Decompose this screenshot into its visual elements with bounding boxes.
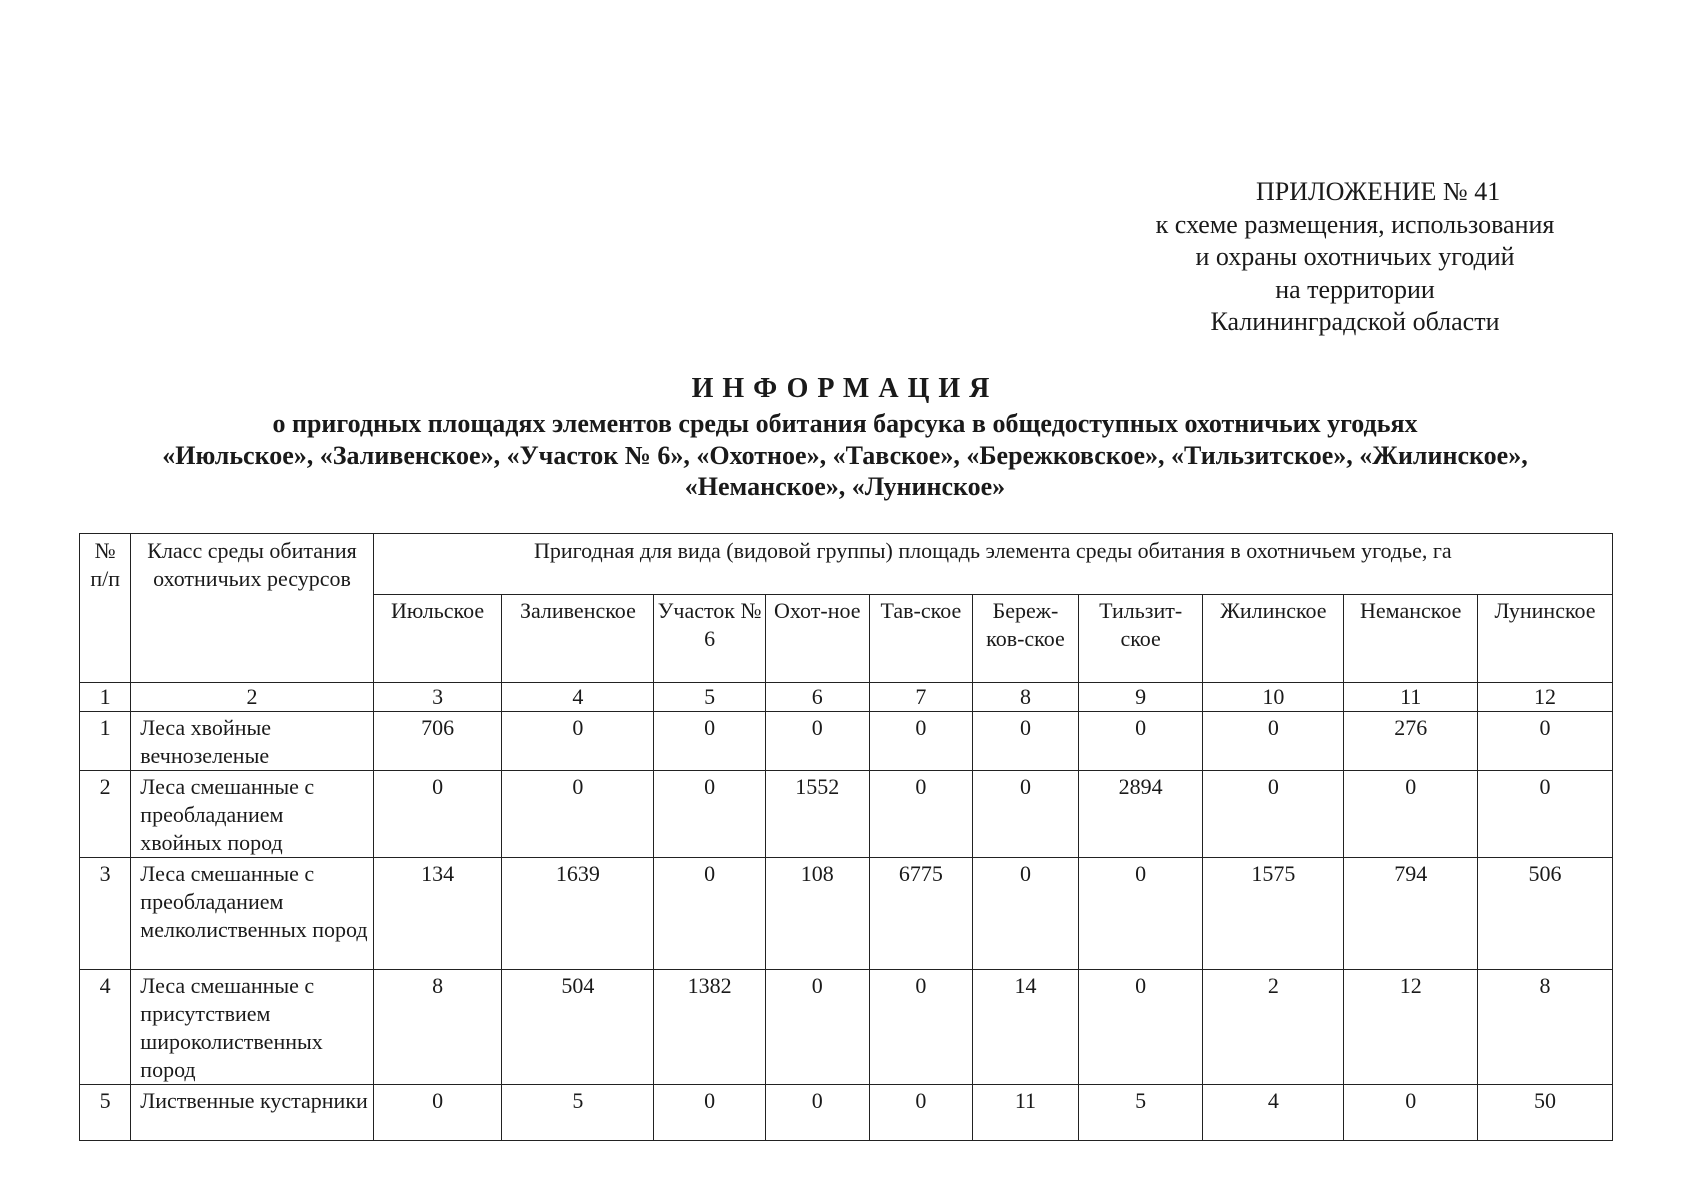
appendix-block: [1150, 176, 1560, 339]
area-value: 1575: [1203, 858, 1344, 970]
column-header-area: Лунинское: [1478, 595, 1613, 683]
column-header-area: Тав-ское: [869, 595, 973, 683]
table-row: [80, 771, 1613, 858]
habitat-class-name: Леса смешанные с присутствием широколиственных пород: [131, 970, 373, 1085]
area-value: 0: [973, 771, 1079, 858]
area-value: 0: [654, 712, 766, 771]
column-header-area: Заливенское: [502, 595, 654, 683]
area-value: 0: [765, 970, 869, 1085]
area-value: 0: [1478, 712, 1613, 771]
table-row: [80, 858, 1613, 970]
area-value: 2: [1203, 970, 1344, 1085]
area-value: 0: [1078, 970, 1203, 1085]
area-value: 0: [1203, 712, 1344, 771]
area-value: 0: [869, 970, 973, 1085]
area-value: 0: [1344, 1085, 1478, 1141]
area-value: 0: [973, 712, 1079, 771]
area-value: 0: [654, 771, 766, 858]
row-number: 1: [80, 712, 131, 771]
appendix-line: к схеме размещения, использования: [1155, 209, 1555, 239]
table-row: [80, 970, 1613, 1085]
appendix-line: Калининградской области: [1210, 307, 1500, 336]
column-index: 7: [869, 683, 973, 712]
habitat-area-table: [79, 533, 1613, 1141]
area-value: 0: [973, 858, 1079, 970]
heading-line: «Неманское», «Лунинское»: [684, 472, 1006, 501]
row-number: 3: [80, 858, 131, 970]
area-value: 506: [1478, 858, 1613, 970]
area-value: 0: [765, 712, 869, 771]
habitat-class-name: Леса смешанные с преобладанием хвойных пород: [131, 771, 373, 858]
column-index-row: [80, 683, 1613, 712]
area-value: 4: [1203, 1085, 1344, 1141]
area-value: 0: [1203, 771, 1344, 858]
area-value: 1552: [765, 771, 869, 858]
area-value: 5: [502, 1085, 654, 1141]
area-value: 0: [765, 1085, 869, 1141]
area-value: 1639: [502, 858, 654, 970]
column-header-area: Охот-ное: [765, 595, 869, 683]
column-header-area: Неманское: [1344, 595, 1478, 683]
area-value: 0: [373, 1085, 502, 1141]
column-header-number: № п/п: [80, 534, 131, 683]
column-header-group: Пригодная для вида (видовой группы) площадь элемента среды обитания в охотничьем угодье, га: [373, 534, 1612, 595]
column-index: 1: [80, 683, 131, 712]
column-index: 5: [654, 683, 766, 712]
area-value: 11: [973, 1085, 1079, 1141]
document-title: ИНФОРМАЦИЯ: [691, 373, 999, 404]
area-value: 2894: [1078, 771, 1203, 858]
table-row: [80, 712, 1613, 771]
area-value: 0: [502, 712, 654, 771]
area-value: 276: [1344, 712, 1478, 771]
table-row: [80, 1085, 1613, 1141]
area-value: 50: [1478, 1085, 1613, 1141]
heading-line: «Июльское», «Заливенское», «Участок № 6», «Охотное», «Тавское», «Бережковское», «Тильзитское», «Жилинское»,: [162, 440, 1528, 470]
area-value: 0: [1344, 771, 1478, 858]
area-value: 0: [869, 1085, 973, 1141]
document-heading: [60, 372, 1630, 503]
area-value: 794: [1344, 858, 1478, 970]
column-index: 9: [1078, 683, 1203, 712]
row-number: 2: [80, 771, 131, 858]
column-index: 12: [1478, 683, 1613, 712]
area-value: 8: [373, 970, 502, 1085]
area-value: 5: [1078, 1085, 1203, 1141]
area-value: 0: [869, 712, 973, 771]
row-number: 5: [80, 1085, 131, 1141]
column-index: 6: [765, 683, 869, 712]
area-value: 0: [373, 771, 502, 858]
area-value: 14: [973, 970, 1079, 1085]
area-value: 0: [1478, 771, 1613, 858]
column-index: 2: [131, 683, 373, 712]
area-value: 6775: [869, 858, 973, 970]
area-value: 0: [654, 1085, 766, 1141]
area-value: 0: [654, 858, 766, 970]
area-value: 8: [1478, 970, 1613, 1085]
appendix-title: ПРИЛОЖЕНИЕ № 41: [1256, 177, 1501, 206]
row-number: 4: [80, 970, 131, 1085]
habitat-class-name: Леса хвойные вечнозеленые: [131, 712, 373, 771]
column-header-area: Жилинское: [1203, 595, 1344, 683]
area-value: 12: [1344, 970, 1478, 1085]
area-value: 504: [502, 970, 654, 1085]
appendix-line: и охраны охотничьих угодий: [1195, 242, 1515, 271]
column-index: 11: [1344, 683, 1478, 712]
column-index: 10: [1203, 683, 1344, 712]
area-value: 0: [1078, 858, 1203, 970]
area-value: 706: [373, 712, 502, 771]
column-index: 4: [502, 683, 654, 712]
column-header-area: Июльское: [373, 595, 502, 683]
area-value: 1382: [654, 970, 766, 1085]
area-value: 0: [869, 771, 973, 858]
column-index: 8: [973, 683, 1079, 712]
appendix-line: на территории: [1275, 274, 1435, 304]
column-header-area: Тильзит-ское: [1078, 595, 1203, 683]
column-header-habitat-class: Класс среды обитания охотничьих ресурсов: [131, 534, 373, 683]
area-value: 108: [765, 858, 869, 970]
column-header-area: Участок № 6: [654, 595, 766, 683]
column-header-area: Береж-ков-ское: [973, 595, 1079, 683]
habitat-class-name: Лиственные кустарники: [131, 1085, 373, 1141]
habitat-class-name: Леса смешанные с преобладанием мелколиственных пород: [131, 858, 373, 970]
column-index: 3: [373, 683, 502, 712]
area-value: 0: [1078, 712, 1203, 771]
area-value: 0: [502, 771, 654, 858]
area-value: 134: [373, 858, 502, 970]
heading-line: о пригодных площадях элементов среды обитания барсука в общедоступных охотничьих угодьях: [272, 409, 1418, 438]
